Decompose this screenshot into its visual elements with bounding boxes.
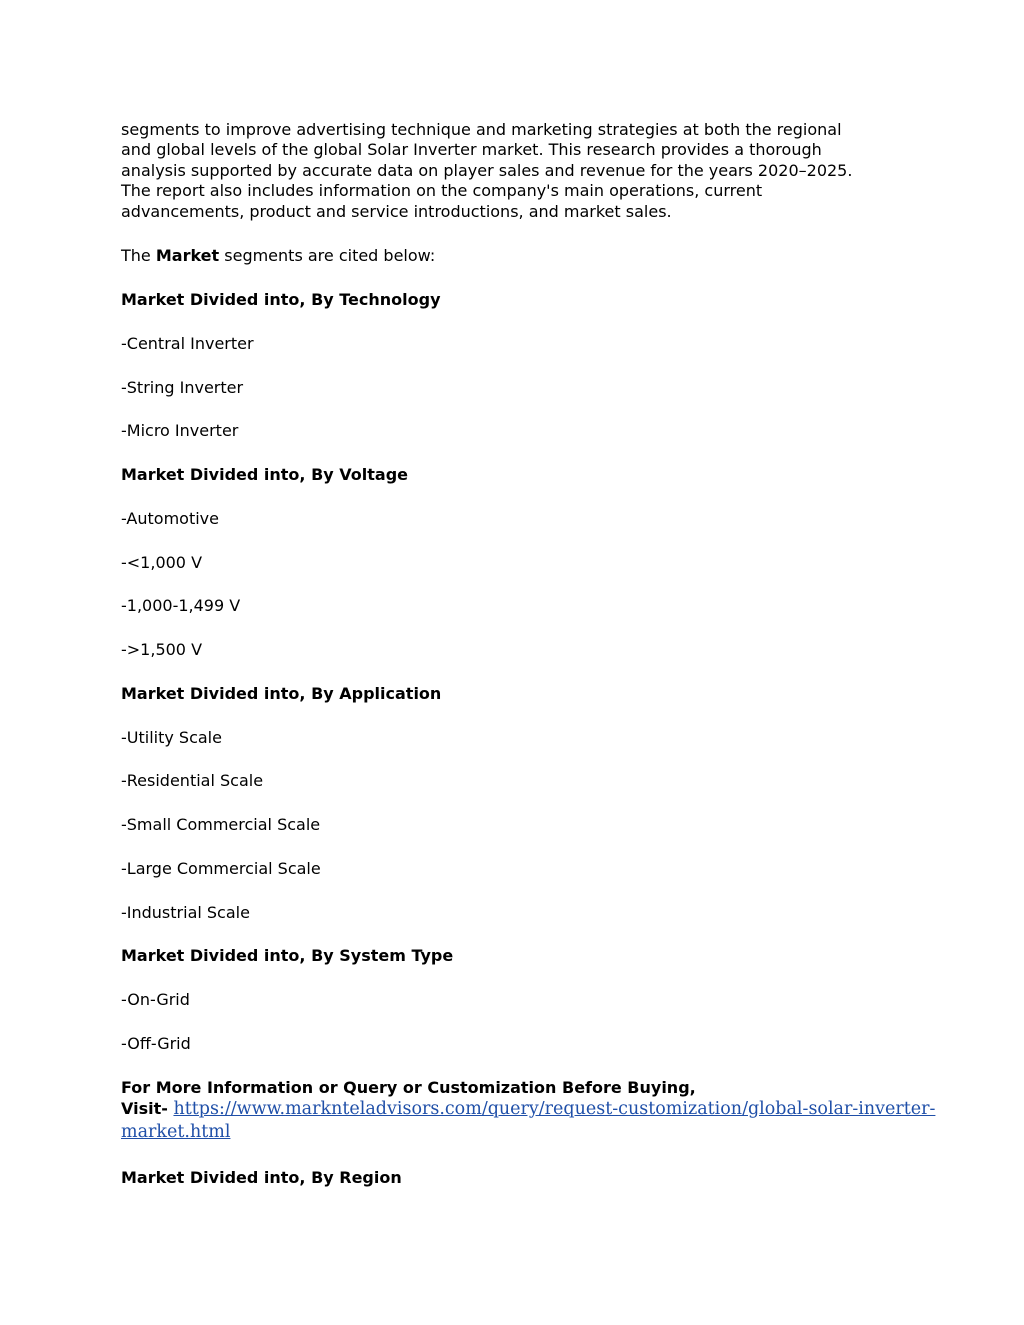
intro-line: advancements, product and service introductions, and market sales. (121, 201, 672, 221)
list-item: -Large Commercial Scale (121, 859, 321, 878)
customization-link[interactable]: https://www.marknteladvisors.com/query/request-customization/global-solar-inverter- (173, 1099, 936, 1119)
intro-line: and global levels of the global Solar Inverter market. This research provides a thorough (121, 140, 822, 160)
intro-line: The report also includes information on the company's main operations, current (121, 181, 763, 201)
visit-line (121, 1098, 935, 1120)
list-item: -Industrial Scale (121, 903, 250, 922)
list-item: ->1,500 V (121, 640, 203, 659)
intro-line: segments to improve advertising technique and marketing strategies at both the regional (121, 120, 842, 139)
list-item: -Micro Inverter (121, 421, 239, 440)
technology-heading: Market Divided into, By Technology (121, 290, 441, 309)
list-item: -Utility Scale (121, 728, 222, 747)
list-item: -Automotive (121, 509, 219, 528)
list-item: -Off-Grid (121, 1034, 191, 1053)
visit-label: Visit- (121, 1099, 174, 1118)
voltage-heading: Market Divided into, By Voltage (121, 465, 408, 484)
application-heading: Market Divided into, By Application (121, 684, 442, 703)
customization-link-continued[interactable]: market.html (121, 1122, 231, 1142)
segments-intro (121, 246, 435, 266)
list-item: -On-Grid (121, 990, 190, 1009)
list-item: -<1,000 V (121, 553, 203, 572)
system-type-heading: Market Divided into, By System Type (121, 946, 454, 965)
more-info-text: For More Information or Query or Customization Before Buying, (121, 1078, 696, 1097)
intro-paragraph (121, 120, 852, 222)
list-item: -String Inverter (121, 378, 244, 397)
more-info-block (121, 1078, 935, 1144)
intro-line: analysis supported by accurate data on player sales and revenue for the years 2020–2025. (121, 160, 853, 180)
list-item: -1,000-1,499 V (121, 596, 241, 615)
list-item: -Residential Scale (121, 771, 264, 790)
region-heading: Market Divided into, By Region (121, 1168, 402, 1187)
list-item: -Central Inverter (121, 334, 254, 353)
segments-intro-before: The (121, 246, 156, 265)
segments-intro-after: segments are cited below: (219, 246, 436, 265)
list-item: -Small Commercial Scale (121, 815, 321, 834)
segments-intro-bold: Market (155, 246, 220, 265)
